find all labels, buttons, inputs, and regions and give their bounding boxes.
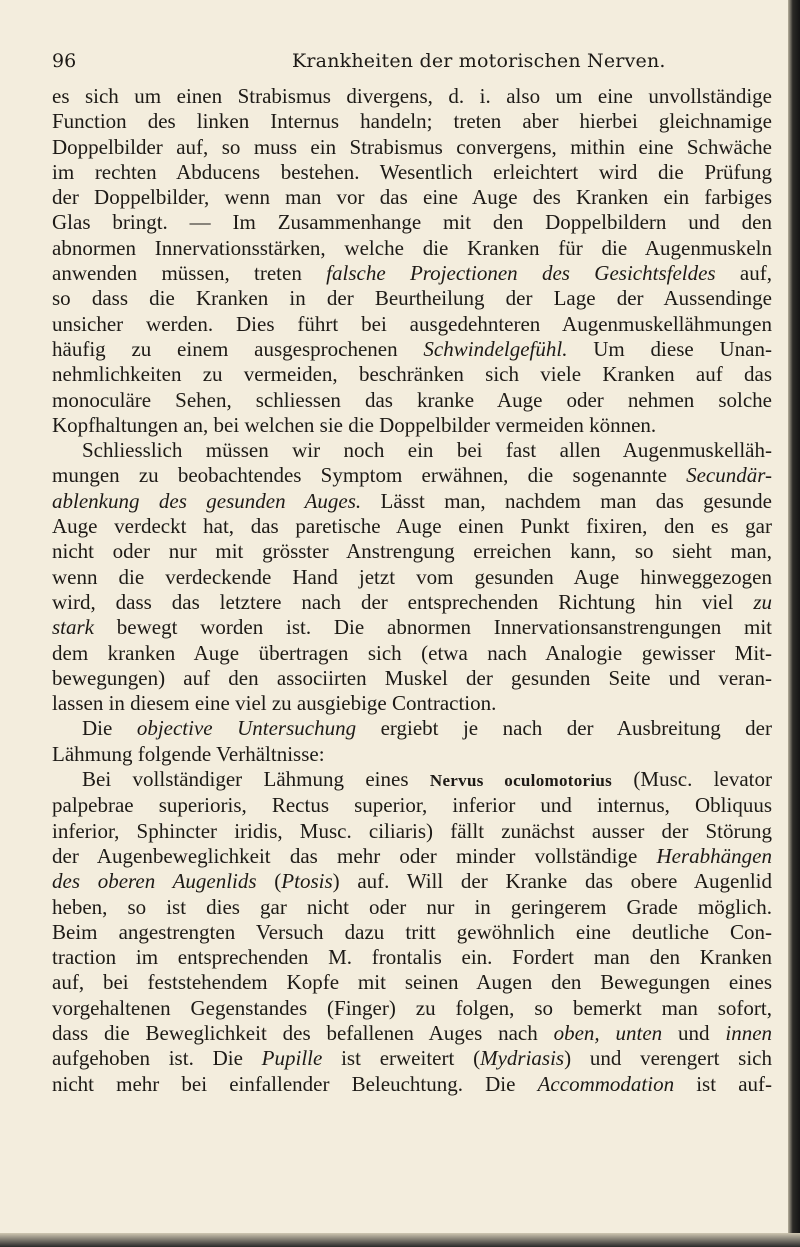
italic-term: Secundär- xyxy=(686,463,772,488)
text-line xyxy=(52,236,772,261)
text-segment: Beim angestrengten Versuch dazu tritt gewöhnlich eine deutliche Con- xyxy=(52,919,772,944)
text-line xyxy=(52,691,772,716)
text-line xyxy=(52,793,772,818)
italic-term: Herabhängen xyxy=(656,843,772,868)
text-line xyxy=(52,160,772,185)
text-segment: Lässt man, nachdem man das gesunde xyxy=(361,488,772,513)
bold-term: Nervus oculomotorius xyxy=(429,771,613,791)
text-segment: Die xyxy=(82,716,137,741)
text-segment: Function des linken Internus handeln; treten aber hierbei gleichnamige xyxy=(52,109,772,134)
text-segment: häufig zu einem ausgesprochenen xyxy=(52,336,424,361)
text-line xyxy=(52,109,772,134)
text-line xyxy=(52,514,772,539)
text-segment: ( xyxy=(256,869,282,894)
text-segment: bewegt worden ist. Die abnormen Innervationsanstrengungen mit xyxy=(94,615,772,640)
text-segment: ist erweitert ( xyxy=(322,1046,481,1071)
text-segment: Doppelbilder auf, so muss ein Strabismus convergens, mithin eine Schwäche xyxy=(52,134,772,159)
text-line xyxy=(52,337,772,362)
text-line xyxy=(52,920,772,945)
italic-term: Schwindelgefühl. xyxy=(423,336,568,361)
text-segment: aufgehoben ist. Die xyxy=(52,1046,262,1071)
text-segment: auf, xyxy=(715,261,772,286)
text-segment: so dass die Kranken in der Beurtheilung der Lage der Aussendinge xyxy=(52,286,772,311)
text-segment: mungen zu beobachtendes Symptom erwähnen, die sogenannte xyxy=(52,463,687,488)
italic-term: ablenkung des gesunden Auges. xyxy=(52,488,362,513)
italic-term: oben, unten xyxy=(553,1020,663,1045)
text-line xyxy=(52,819,772,844)
text-segment: nehmlichkeiten zu vermeiden, beschränken sich viele Kranken auf das xyxy=(52,362,772,387)
text-line xyxy=(52,312,772,337)
italic-term: innen xyxy=(725,1020,773,1045)
page-bottom-edge xyxy=(0,1233,800,1247)
text-segment: ) und verengert sich xyxy=(564,1046,772,1071)
text-line xyxy=(52,895,772,920)
text-line xyxy=(52,489,772,514)
text-segment: nicht oder nur mit grösster Anstrengung erreichen kann, so sieht man, xyxy=(52,539,772,564)
text-line xyxy=(52,565,772,590)
text-line xyxy=(52,261,772,286)
page-header xyxy=(52,50,772,80)
text-segment: ist auf- xyxy=(674,1071,772,1096)
italic-term: zu xyxy=(753,589,772,614)
text-segment: abnormen Innervationsstärken, welche die Kranken für die Augenmuskeln xyxy=(52,235,772,260)
italic-term: objective Untersuchung xyxy=(136,716,357,741)
italic-term: des oberen Augenlids xyxy=(52,869,257,894)
text-segment: ) auf. Will der Kranke das obere Augenlid xyxy=(332,869,773,894)
text-line xyxy=(52,135,772,160)
text-line xyxy=(52,970,772,995)
text-segment: heben, so ist dies gar nicht oder nur in geringerem Grade möglich. xyxy=(52,894,772,919)
text-segment: der Augenbeweglichkeit das mehr oder minder vollständige xyxy=(52,843,657,868)
italic-term: Ptosis xyxy=(281,869,333,894)
text-segment: im rechten Abducens bestehen. Wesentlich erleichtert wird die Prüfung xyxy=(52,159,772,184)
text-line xyxy=(52,438,772,463)
text-segment: und xyxy=(662,1020,726,1045)
italic-term: falsche Projectionen des Gesichtsfeldes xyxy=(326,261,716,286)
text-segment: vorgehaltenen Gegenstandes (Finger) zu folgen, so bemerkt man sofort, xyxy=(52,995,772,1020)
text-segment: dem kranken Auge übertragen sich (etwa nach Analogie gewisser Mit- xyxy=(52,640,772,665)
text-line xyxy=(52,666,772,691)
text-segment: wird, dass das letztere nach der entsprechenden Richtung hin viel xyxy=(52,589,754,614)
text-line xyxy=(52,463,772,488)
text-segment: unsicher werden. Dies führt bei ausgedehnteren Augenmuskellähmungen xyxy=(52,311,772,336)
italic-term: stark xyxy=(52,615,94,640)
text-line xyxy=(52,767,772,793)
text-segment: anwenden müssen, treten xyxy=(52,261,327,286)
text-line xyxy=(52,362,772,387)
text-line xyxy=(52,615,772,640)
text-segment: palpebrae superioris, Rectus superior, inferior und internus, Obliquus xyxy=(52,793,772,818)
text-segment: lassen in diesem eine viel zu ausgiebige Contraction. xyxy=(52,691,497,716)
text-segment: traction im entsprechenden M. frontalis ein. Fordert man den Kranken xyxy=(52,945,772,970)
text-line xyxy=(52,286,772,311)
text-segment: bewegungen) auf den associirten Muskel der gesunden Seite und veran- xyxy=(52,665,772,690)
text-segment: Bei vollständiger Lähmung eines xyxy=(82,767,430,792)
text-segment: inferior, Sphincter iridis, Musc. ciliaris) fällt zunächst ausser der Störung xyxy=(52,818,772,843)
text-line xyxy=(52,716,772,741)
text-line xyxy=(52,1072,772,1097)
text-line xyxy=(52,388,772,413)
text-line xyxy=(52,210,772,235)
running-title: Krankheiten der motorischen Nerven. xyxy=(292,50,666,72)
text-segment: (Musc. levator xyxy=(612,767,772,792)
page-number: 96 xyxy=(52,50,77,72)
italic-term: Accommodation xyxy=(537,1071,675,1096)
text-segment: Glas bringt. — Im Zusammenhange mit den Doppelbildern und den xyxy=(52,210,772,235)
text-segment: monoculäre Sehen, schliessen das kranke Auge oder nehmen solche xyxy=(52,387,772,412)
text-line xyxy=(52,742,772,767)
text-line xyxy=(52,185,772,210)
text-line xyxy=(52,844,772,869)
text-segment: wenn die verdeckende Hand jetzt vom gesunden Auge hinweggezogen xyxy=(52,564,772,589)
text-segment: nicht mehr bei einfallender Beleuchtung. Die xyxy=(52,1071,538,1096)
text-line xyxy=(52,539,772,564)
text-line xyxy=(52,945,772,970)
text-segment: ergiebt je nach der Ausbreitung der xyxy=(356,716,772,741)
text-segment: der Doppelbilder, wenn man vor das eine Auge des Kranken ein farbiges xyxy=(52,185,772,210)
text-line xyxy=(52,1021,772,1046)
text-segment: dass die Beweglichkeit des befallenen Auges nach xyxy=(52,1020,554,1045)
italic-term: Pupille xyxy=(261,1046,323,1071)
page-edge-shadow xyxy=(788,0,800,1247)
text-line xyxy=(52,641,772,666)
text-line xyxy=(52,84,772,109)
text-line xyxy=(52,413,772,438)
text-line xyxy=(52,590,772,615)
text-segment: Um diese Unan- xyxy=(567,336,772,361)
italic-term: Mydriasis xyxy=(480,1046,565,1071)
text-line xyxy=(52,1046,772,1071)
text-segment: Schliesslich müssen wir noch ein bei fast allen Augenmuskelläh- xyxy=(82,438,772,463)
text-segment: es sich um einen Strabismus divergens, d. i. also um eine unvollständige xyxy=(52,84,772,108)
text-segment: Lähmung folgende Verhältnisse: xyxy=(52,741,325,766)
text-segment: Auge verdeckt hat, das paretische Auge einen Punkt fixiren, den es gar xyxy=(52,514,772,539)
text-line xyxy=(52,996,772,1021)
text-segment: auf, bei feststehendem Kopfe mit seinen Augen den Bewegungen eines xyxy=(52,970,772,995)
text-line xyxy=(52,869,772,894)
body-text xyxy=(52,84,772,1097)
text-segment: Kopfhaltungen an, bei welchen sie die Doppelbilder vermeiden können. xyxy=(52,412,657,437)
